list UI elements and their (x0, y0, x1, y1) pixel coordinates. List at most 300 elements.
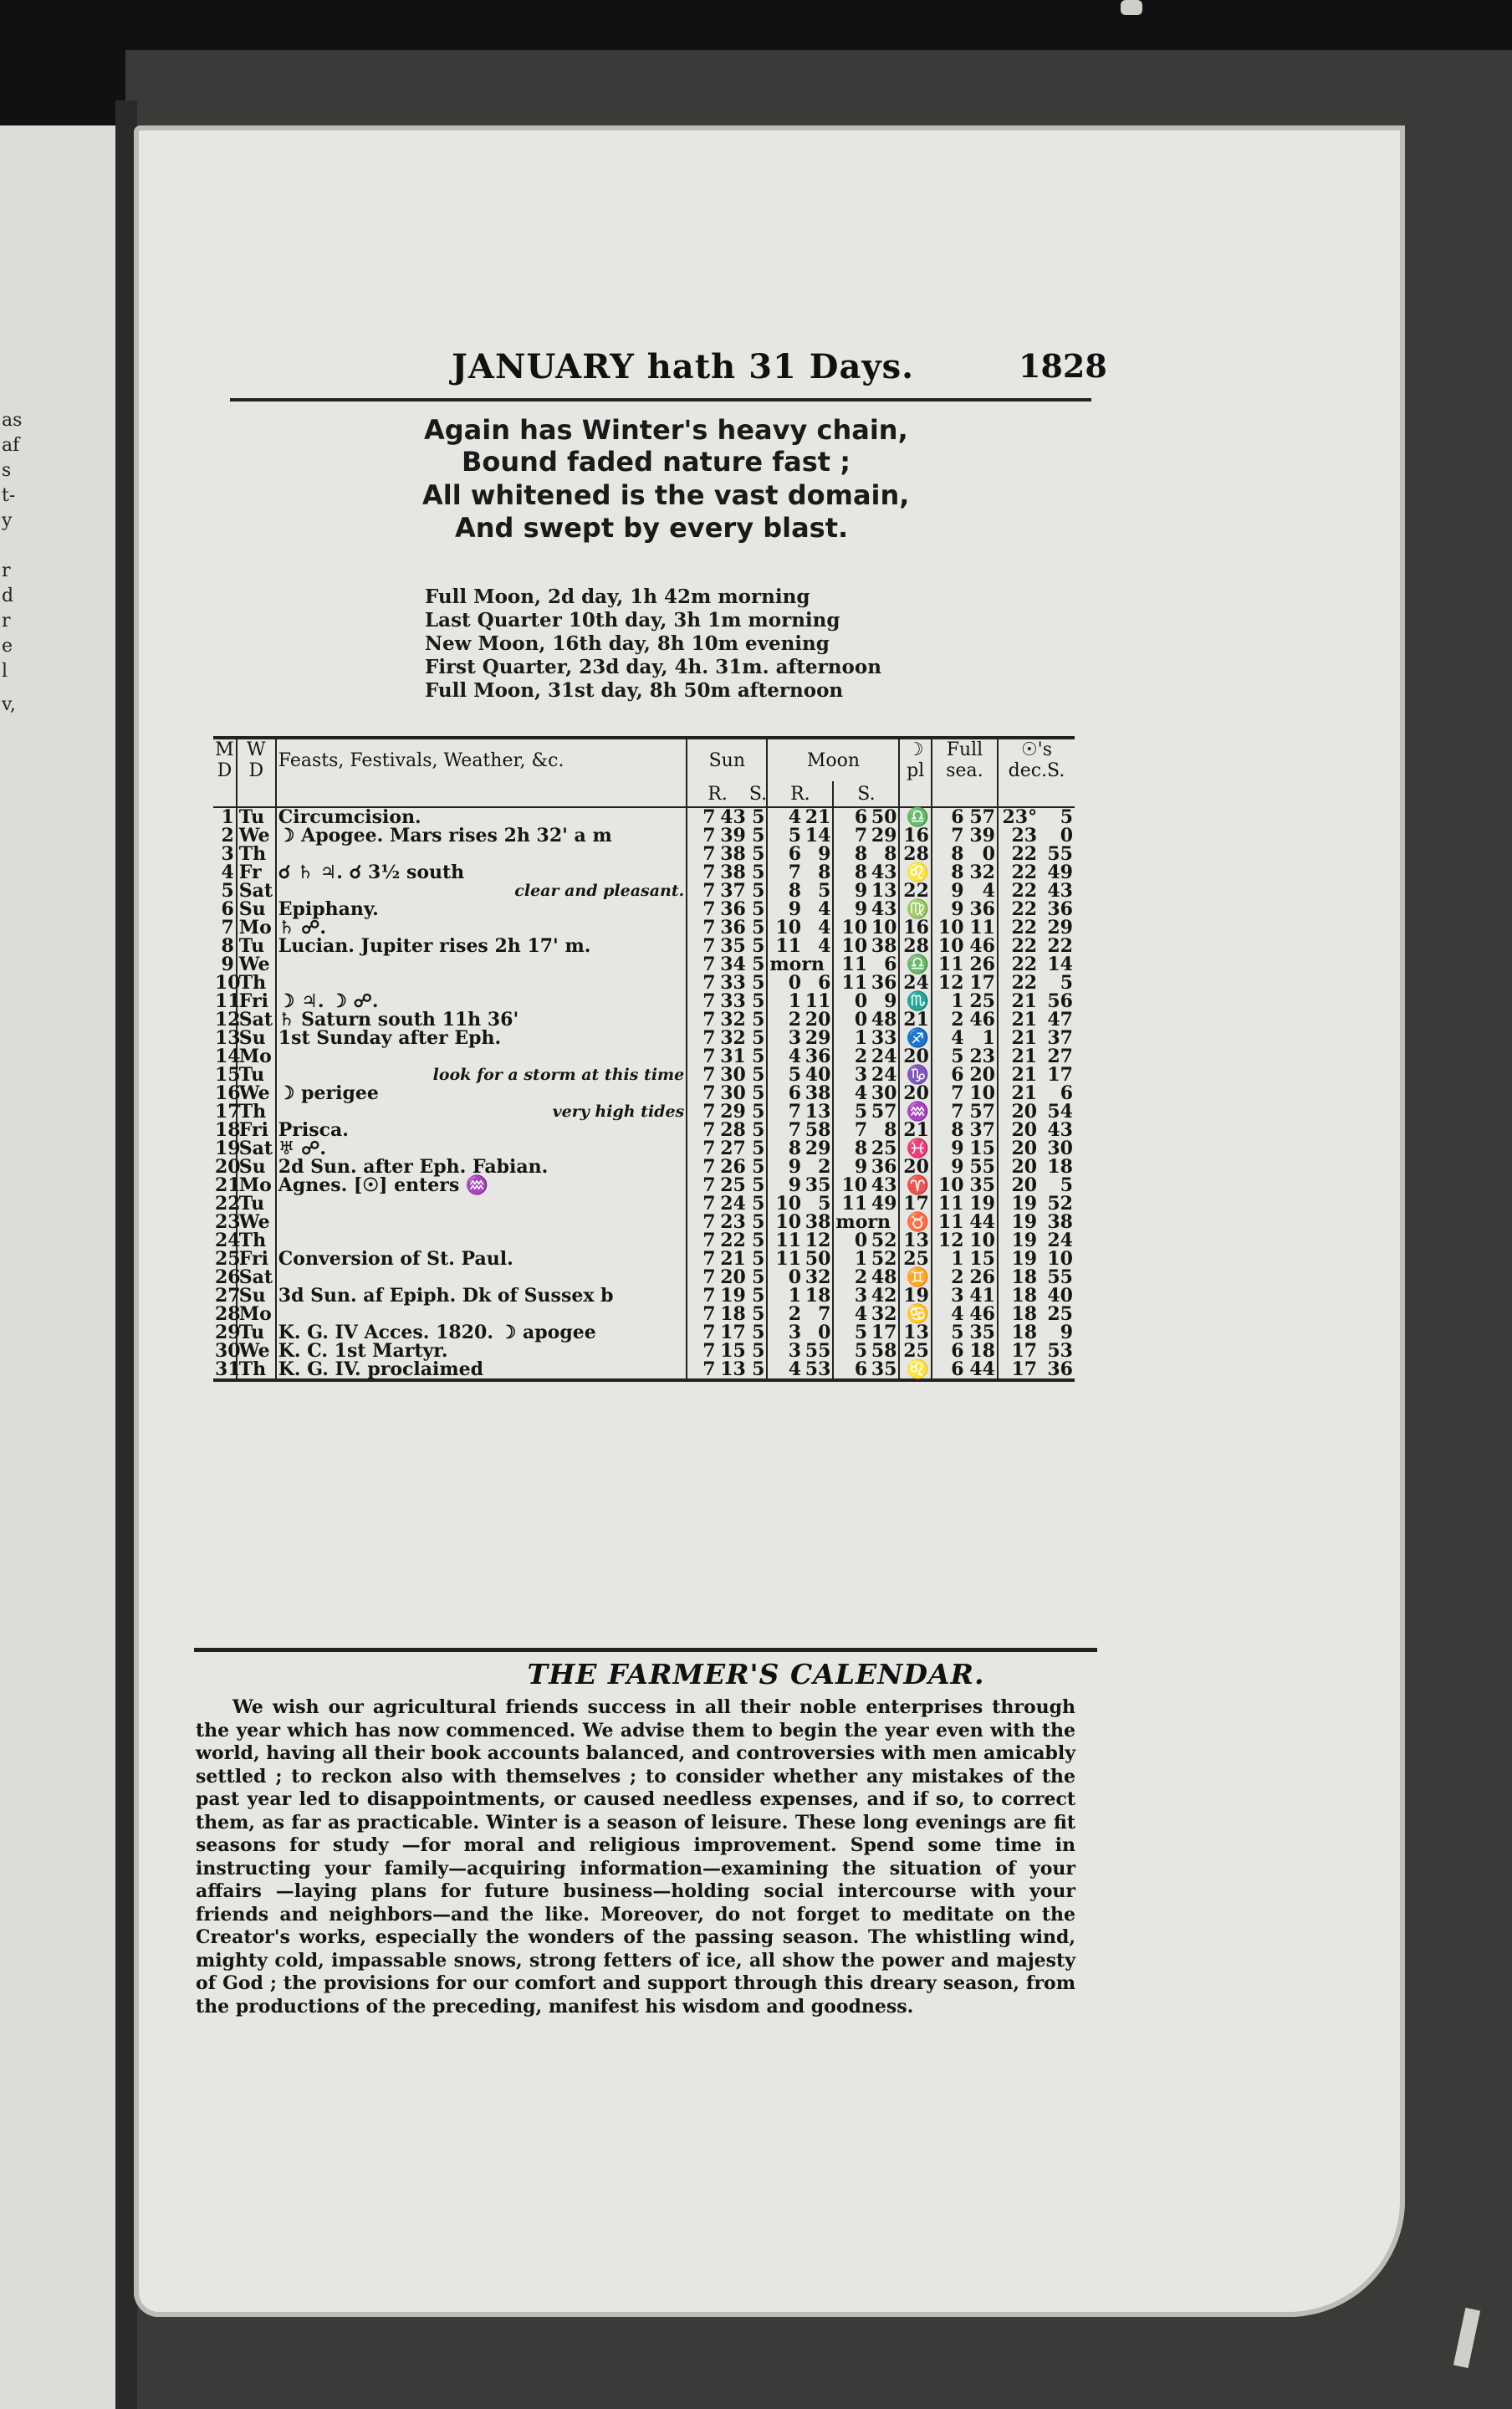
weekday: We (237, 955, 276, 974)
moonrise-hour: 3 (767, 1029, 803, 1047)
moonrise-minute: 21 (805, 806, 831, 828)
sunset-hour: 5 (752, 1193, 765, 1215)
feast-text (276, 882, 687, 900)
moon-place: 22 (899, 882, 931, 900)
calendar-row (213, 1231, 1075, 1250)
feast-label: Conversion of St. Paul. (278, 1248, 513, 1270)
moon-place: 21 (899, 1121, 931, 1139)
full-sea-minute: 46 (969, 935, 995, 957)
moonset-minute: 43 (871, 898, 897, 920)
weekday: Tu (237, 1194, 276, 1213)
moonrise-minute: 9 (818, 843, 831, 865)
declination-minute: 38 (1047, 1211, 1073, 1233)
header-sun-set: S. (748, 781, 768, 807)
weekday: Sat (237, 882, 276, 900)
sunset-hour: 5 (752, 843, 765, 865)
moonrise-hour: 10 (767, 1194, 803, 1213)
moon-place: 17 (899, 1194, 931, 1213)
moonrise-minute: 50 (805, 1248, 831, 1270)
moonrise-minute: 29 (805, 1138, 831, 1159)
moonrise-hour: 11 (767, 937, 803, 955)
weekday: Su (237, 1029, 276, 1047)
full-sea-minute: 46 (969, 1303, 995, 1325)
verse-line: And swept by every blast. (455, 512, 849, 544)
declination-minute: 47 (1047, 1009, 1073, 1031)
left-facing-page (0, 125, 117, 2409)
moonrise-minute: 2 (818, 1156, 831, 1178)
moonset-hour: 10 (833, 918, 869, 937)
moon-place: ♋ (899, 1305, 931, 1323)
weekday: Su (237, 900, 276, 918)
weekday: Fri (237, 1250, 276, 1268)
weather-note: look for a storm at this time (432, 1066, 685, 1084)
day-number: 2 (221, 825, 234, 846)
full-sea-minute: 57 (969, 806, 995, 828)
moonset-minute: 58 (871, 1340, 897, 1362)
sunrise-hour: 7 (687, 1066, 717, 1084)
sunset-hour: 5 (752, 898, 765, 920)
calendar-row (213, 845, 1075, 863)
moonset-minute: 43 (871, 862, 897, 883)
declination-minute: 43 (1047, 1119, 1073, 1141)
full-sea-minute: 36 (969, 898, 995, 920)
feast-text (276, 1029, 687, 1047)
moon-place: 25 (899, 1342, 931, 1360)
feast-text (276, 1158, 687, 1176)
feast-text (276, 826, 687, 845)
sunset-hour: 5 (752, 917, 765, 939)
feast-label: Circumcision. (278, 806, 421, 828)
moonrise-hour: 2 (767, 1010, 803, 1029)
declination-degree: 18 (998, 1268, 1039, 1286)
sunrise-hour: 7 (687, 1176, 717, 1194)
declination-minute: 49 (1047, 862, 1073, 883)
full-sea-minute: 35 (969, 1322, 995, 1343)
moon-place: ♌ (899, 1360, 931, 1378)
moonrise-hour: 4 (767, 1360, 803, 1378)
sunset-hour: 5 (752, 1027, 765, 1049)
feast-text (276, 1102, 687, 1121)
calendar-row (213, 1010, 1075, 1029)
day-number: 3 (221, 843, 234, 865)
left-page-text-fragment: v, (2, 694, 16, 715)
sunset-hour: 5 (752, 1156, 765, 1178)
moon-place: 28 (899, 845, 931, 863)
weekday: Sat (237, 1268, 276, 1286)
moon-phase-line: Full Moon, 31st day, 8h 50m afternoon (425, 679, 844, 702)
day-number: 27 (215, 1285, 241, 1307)
sunset-hour: 5 (752, 862, 765, 883)
header-moon-rise: R. (767, 781, 833, 807)
moonrise-hour: 6 (767, 845, 803, 863)
sunset-hour: 5 (752, 1340, 765, 1362)
header-full-sea: Full sea. (932, 739, 998, 781)
declination-degree: 20 (998, 1139, 1039, 1158)
moonset-minute: 17 (871, 1322, 897, 1343)
sunset-hour: 5 (752, 1230, 765, 1251)
sunset-hour: 5 (752, 806, 765, 828)
moon-phase-line: New Moon, 16th day, 8h 10m evening (425, 632, 830, 655)
full-sea-hour: 10 (932, 918, 966, 937)
left-page-text-fragment: s (2, 460, 12, 481)
moonset-hour: 7 (833, 1121, 869, 1139)
left-page-text-fragment: af (2, 435, 20, 456)
moonset-hour: 5 (833, 1342, 869, 1360)
sunrise-hour: 7 (687, 1286, 717, 1305)
feast-text (276, 1286, 687, 1305)
day-number: 22 (215, 1193, 241, 1215)
moonrise-minute: 4 (818, 935, 831, 957)
moonset-hour: 3 (833, 1066, 869, 1084)
moonrise-hour: 7 (767, 1121, 803, 1139)
full-sea-minute: 32 (969, 862, 995, 883)
left-page-text-fragment: d (2, 586, 14, 606)
sunrise-minute: 30 (720, 1064, 746, 1086)
moonrise-hour: 6 (767, 1084, 803, 1102)
declination-degree: 22 (998, 863, 1039, 882)
moon-place: ♌ (899, 863, 931, 882)
moonrise-minute: 0 (818, 1322, 831, 1343)
declination-minute: 27 (1047, 1046, 1073, 1067)
moonrise-hour: 9 (767, 1158, 803, 1176)
declination-degree: 18 (998, 1305, 1039, 1323)
calendar-row (213, 955, 1075, 974)
day-number: 10 (215, 972, 241, 994)
sunrise-minute: 24 (720, 1193, 746, 1215)
moon-place: ♈ (899, 1176, 931, 1194)
full-sea-hour: 11 (932, 1194, 966, 1213)
moonset-hour: 6 (833, 807, 869, 826)
day-number: 30 (215, 1340, 241, 1362)
weekday: Sat (237, 1010, 276, 1029)
feast-label: Lucian. Jupiter rises 2h 17' m. (278, 935, 591, 957)
sunset-hour: 5 (752, 1285, 765, 1307)
sunset-hour: 5 (752, 1082, 765, 1104)
sunset-hour: 5 (752, 1174, 765, 1196)
declination-degree: 22 (998, 955, 1039, 974)
full-sea-hour: 7 (932, 1084, 966, 1102)
moonrise-minute: 18 (805, 1285, 831, 1307)
full-sea-minute: 20 (969, 1064, 995, 1086)
calendar-row (213, 937, 1075, 955)
day-number: 4 (221, 862, 234, 883)
sunset-hour: 5 (752, 1266, 765, 1288)
feast-label: K. C. 1st Martyr. (278, 1340, 448, 1362)
moon-place: 25 (899, 1250, 931, 1268)
sunset-hour: 5 (752, 1211, 765, 1233)
full-sea-hour: 12 (932, 974, 966, 992)
feast-label: ♅ ☍. (278, 1138, 327, 1159)
weekday: Tu (237, 937, 276, 955)
sunrise-hour: 7 (687, 937, 717, 955)
day-number: 5 (221, 880, 234, 902)
moonset-minute: 29 (871, 825, 897, 846)
calendar-row (213, 1176, 1075, 1194)
moonset-minute: 38 (871, 935, 897, 957)
weekday: Tu (237, 1066, 276, 1084)
declination-minute: 43 (1047, 880, 1073, 902)
full-sea-hour: 6 (932, 1066, 966, 1084)
full-sea-hour: 10 (932, 1176, 966, 1194)
feast-label: ♄ Saturn south 11h 36' (278, 1009, 519, 1031)
moonrise-hour: 10 (767, 918, 803, 937)
full-sea-minute: 41 (969, 1285, 995, 1307)
day-number: 19 (215, 1138, 241, 1159)
sunrise-hour: 7 (687, 1360, 717, 1378)
full-sea-minute: 10 (969, 1082, 995, 1104)
moonrise-minute: 13 (805, 1101, 831, 1123)
full-sea-hour: 9 (932, 1139, 966, 1158)
sunrise-hour: 7 (687, 1029, 717, 1047)
declination-minute: 54 (1047, 1101, 1073, 1123)
feast-label: ♄ ☍. (278, 917, 327, 939)
moon-place: ♏ (899, 992, 931, 1010)
calendar-row (213, 992, 1075, 1010)
moonrise-hour: 11 (767, 1250, 803, 1268)
weekday: Fri (237, 1121, 276, 1139)
weekday: Fri (237, 992, 276, 1010)
moonrise-minute: 14 (805, 825, 831, 846)
day-number: 24 (215, 1230, 241, 1251)
declination-minute: 5 (1060, 972, 1073, 994)
moon-place: 16 (899, 826, 931, 845)
day-number: 8 (221, 935, 234, 957)
feast-text (276, 1231, 687, 1250)
calendar-row (213, 1323, 1075, 1342)
moonrise-hour: 1 (767, 992, 803, 1010)
full-sea-hour: 9 (932, 882, 966, 900)
moonset-hour: 5 (833, 1102, 869, 1121)
moon-place: 24 (899, 974, 931, 992)
moonrise-minute: 4 (818, 898, 831, 920)
feast-text (276, 807, 687, 826)
full-sea-hour: 6 (932, 1342, 966, 1360)
page-title: JANUARY hath 31 Days. (452, 347, 915, 386)
moonset-hour: 11 (833, 955, 869, 974)
moonset-minute: 8 (884, 1119, 897, 1141)
moon-place: ♒ (899, 1102, 931, 1121)
moonrise-hour: morn (767, 955, 803, 974)
header-rule (230, 398, 1091, 402)
declination-degree: 22 (998, 918, 1039, 937)
feast-label: 2d Sun. after Eph. Fabian. (278, 1156, 549, 1178)
sunset-hour: 5 (752, 1101, 765, 1123)
moonrise-hour: 9 (767, 900, 803, 918)
calendar-row (213, 1139, 1075, 1158)
moon-place: ♎ (899, 955, 931, 974)
moonset-hour: 2 (833, 1047, 869, 1066)
sunrise-minute: 15 (720, 1340, 746, 1362)
declination-minute: 40 (1047, 1285, 1073, 1307)
feast-text (276, 845, 687, 863)
moonrise-minute: 40 (805, 1064, 831, 1086)
weekday: Th (237, 974, 276, 992)
moonset-hour: 9 (833, 882, 869, 900)
moonset-minute: 57 (871, 1101, 897, 1123)
moonset-minute: 42 (871, 1285, 897, 1307)
sunrise-hour: 7 (687, 900, 717, 918)
declination-minute: 0 (1060, 825, 1073, 846)
section-rule (194, 1648, 1097, 1652)
moonset-hour: 0 (833, 1010, 869, 1029)
calendar-row (213, 1066, 1075, 1084)
full-sea-hour: 12 (932, 1231, 966, 1250)
calendar-row (213, 974, 1075, 992)
sunrise-hour: 7 (687, 1250, 717, 1268)
moonrise-hour: 3 (767, 1342, 803, 1360)
declination-degree: 22 (998, 937, 1039, 955)
feast-text (276, 1010, 687, 1029)
sunrise-hour: 7 (687, 955, 717, 974)
calendar-row (213, 1102, 1075, 1121)
full-sea-minute: 57 (969, 1101, 995, 1123)
moonset-minute: 36 (871, 972, 897, 994)
sunset-hour: 5 (752, 954, 765, 975)
sunrise-hour: 7 (687, 1084, 717, 1102)
moonset-hour: 8 (833, 863, 869, 882)
moonset-hour: 1 (833, 1029, 869, 1047)
moonset-hour: 7 (833, 826, 869, 845)
declination-minute: 22 (1047, 935, 1073, 957)
declination-degree: 22 (998, 974, 1039, 992)
feast-text (276, 1176, 687, 1194)
full-sea-hour: 5 (932, 1323, 966, 1342)
full-sea-hour: 7 (932, 1102, 966, 1121)
moonset-minute: 35 (871, 1358, 897, 1380)
full-sea-minute: 55 (969, 1156, 995, 1178)
calendar-row (213, 882, 1075, 900)
full-sea-hour: 3 (932, 1286, 966, 1305)
sunrise-minute: 26 (720, 1156, 746, 1178)
header-feasts: Feasts, Festivals, Weather, &c. (276, 739, 687, 781)
full-sea-hour: 11 (932, 955, 966, 974)
sunrise-minute: 13 (720, 1358, 746, 1380)
sunrise-hour: 7 (687, 1102, 717, 1121)
sunrise-hour: 7 (687, 1158, 717, 1176)
feast-text (276, 1360, 687, 1378)
declination-degree: 19 (998, 1231, 1039, 1250)
moonset-hour: 10 (833, 1176, 869, 1194)
full-sea-hour: 1 (932, 992, 966, 1010)
moonset-hour: 4 (833, 1305, 869, 1323)
day-number: 21 (215, 1174, 241, 1196)
full-sea-hour: 8 (932, 1121, 966, 1139)
moonrise-minute: 38 (805, 1211, 831, 1233)
declination-degree: 19 (998, 1194, 1039, 1213)
declination-degree: 17 (998, 1342, 1039, 1360)
declination-degree: 22 (998, 845, 1039, 863)
declination-degree: 17 (998, 1360, 1039, 1378)
declination-minute: 52 (1047, 1193, 1073, 1215)
day-number: 25 (215, 1248, 241, 1270)
day-number: 17 (215, 1101, 241, 1123)
calendar-row (213, 826, 1075, 845)
full-sea-hour: 8 (932, 863, 966, 882)
weekday: Th (237, 845, 276, 863)
sunrise-minute: 18 (720, 1303, 746, 1325)
full-sea-hour: 11 (932, 1213, 966, 1231)
feast-text (276, 974, 687, 992)
declination-minute: 5 (1060, 806, 1073, 828)
moon-place: ♊ (899, 1268, 931, 1286)
feast-text (276, 1047, 687, 1066)
left-page-text-fragment: l (2, 661, 8, 682)
full-sea-minute: 26 (969, 1266, 995, 1288)
weekday: Mo (237, 1047, 276, 1066)
weekday: Th (237, 1360, 276, 1378)
weekday: We (237, 826, 276, 845)
weather-note: very high tides (552, 1102, 685, 1121)
full-sea-hour: 7 (932, 826, 966, 845)
full-sea-hour: 9 (932, 1158, 966, 1176)
moon-place: 28 (899, 937, 931, 955)
header-moon: Moon (767, 739, 899, 781)
calendar-row (213, 1305, 1075, 1323)
sunrise-minute: 29 (720, 1101, 746, 1123)
moonrise-minute: 4 (818, 917, 831, 939)
declination-minute: 9 (1060, 1322, 1073, 1343)
moonset-minute: 43 (871, 1174, 897, 1196)
full-sea-minute: 11 (969, 917, 995, 939)
moon-phase-line: First Quarter, 23d day, 4h. 31m. afternoon (425, 656, 881, 678)
sunrise-minute: 33 (720, 972, 746, 994)
sunset-hour: 5 (752, 1138, 765, 1159)
full-sea-minute: 35 (969, 1174, 995, 1196)
moon-phase-line: Full Moon, 2d day, 1h 42m morning (425, 586, 810, 608)
full-sea-minute: 18 (969, 1340, 995, 1362)
declination-minute: 37 (1047, 1027, 1073, 1049)
moon-phase-line: Last Quarter 10th day, 3h 1m morning (425, 609, 840, 632)
full-sea-hour: 9 (932, 900, 966, 918)
moon-place: ♑ (899, 1066, 931, 1084)
moonrise-hour: 8 (767, 882, 803, 900)
full-sea-hour: 2 (932, 1010, 966, 1029)
full-sea-minute: 44 (969, 1211, 995, 1233)
moonset-minute: 50 (871, 806, 897, 828)
feast-label: K. G. IV Acces. 1820. ☽ apogee (278, 1322, 596, 1343)
left-page-text-fragment: t- (2, 485, 16, 506)
weekday: We (237, 1342, 276, 1360)
weekday: Sat (237, 1139, 276, 1158)
full-sea-minute: 37 (969, 1119, 995, 1141)
moonrise-minute: 5 (818, 1193, 831, 1215)
sunrise-minute: 38 (720, 843, 746, 865)
moonset-minute: 49 (871, 1193, 897, 1215)
day-number: 1 (221, 806, 234, 828)
moonset-minute: 30 (871, 1082, 897, 1104)
calendar-row (213, 1342, 1075, 1360)
moonrise-hour: 7 (767, 1102, 803, 1121)
weekday: Tu (237, 1323, 276, 1342)
declination-degree: 19 (998, 1250, 1039, 1268)
day-number: 26 (215, 1266, 241, 1288)
declination-minute: 25 (1047, 1303, 1073, 1325)
day-number: 20 (215, 1156, 241, 1178)
full-sea-minute: 15 (969, 1248, 995, 1270)
left-page-text-fragment: r (2, 611, 11, 632)
moonrise-minute: 5 (818, 880, 831, 902)
full-sea-hour: 5 (932, 1047, 966, 1066)
weekday: Th (237, 1231, 276, 1250)
feast-text (276, 1323, 687, 1342)
feast-label: ☌ ♄ ♃. ☌ 3½ south (278, 862, 465, 883)
sunrise-hour: 7 (687, 863, 717, 882)
moonset-minute: 8 (884, 843, 897, 865)
feast-text (276, 900, 687, 918)
calendar-row (213, 900, 1075, 918)
moonrise-minute: 11 (805, 990, 831, 1012)
feast-text (276, 1305, 687, 1323)
